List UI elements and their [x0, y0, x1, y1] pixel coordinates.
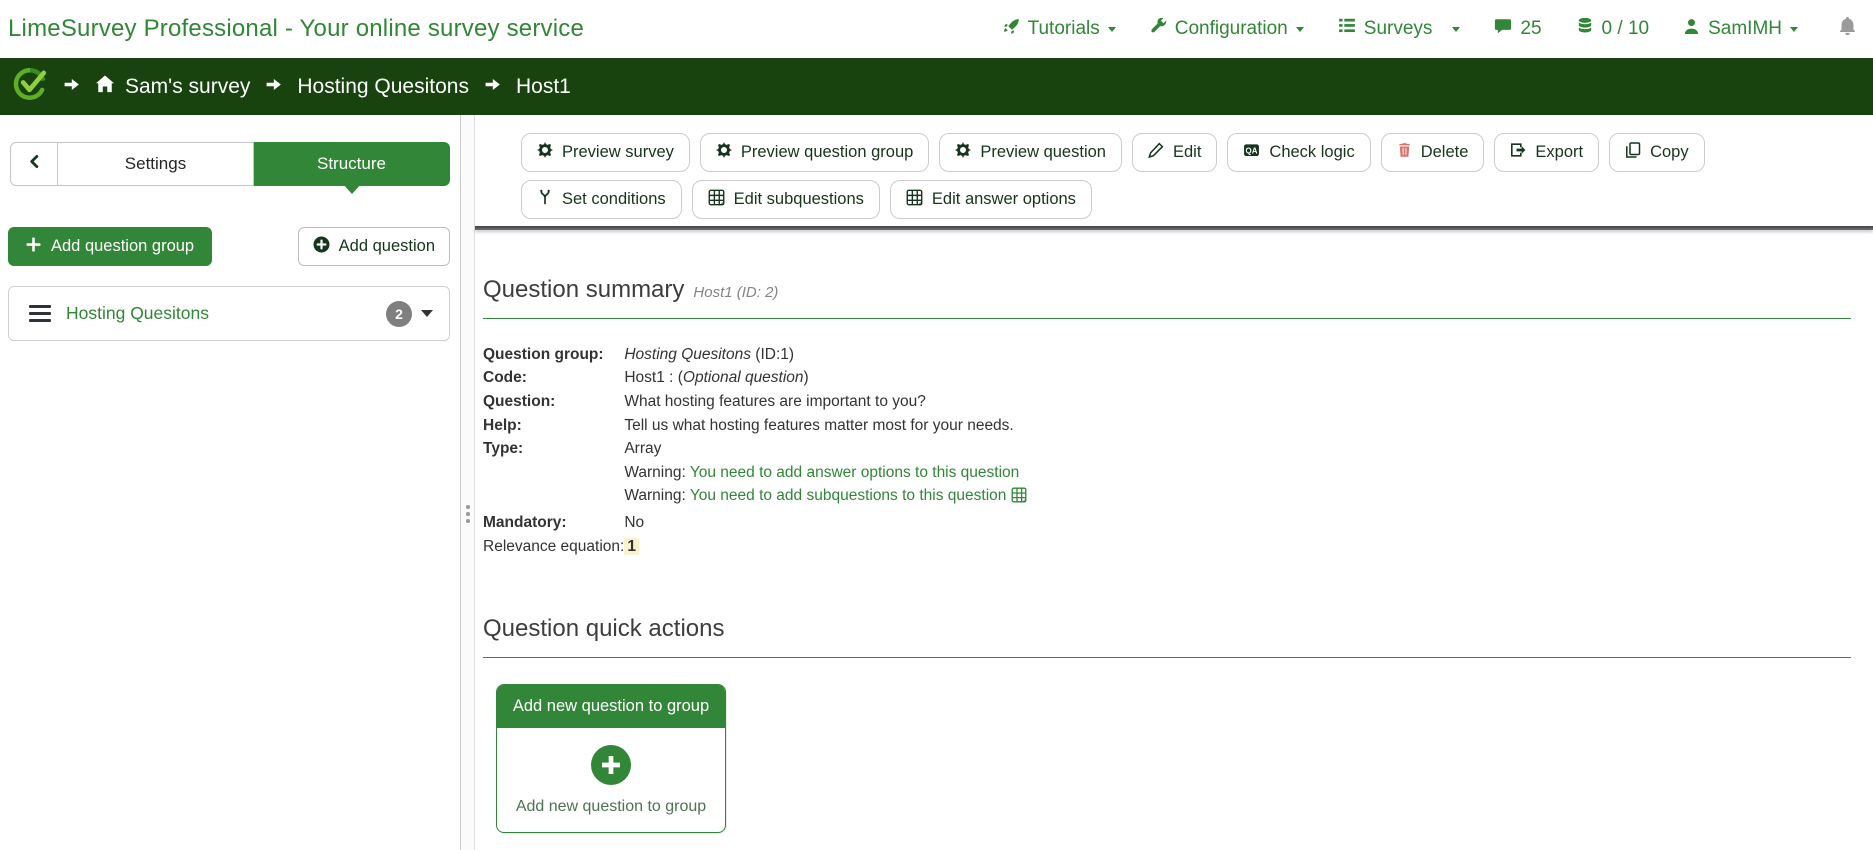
group-row-id: (ID:1) [750, 345, 795, 363]
chevron-down-icon[interactable] [421, 310, 433, 323]
active-tab-notch [343, 184, 361, 194]
section-divider [483, 318, 1851, 319]
mandatory-row-label: Mandatory: [483, 513, 567, 531]
summary-row-type [483, 437, 1027, 461]
preview-question-button[interactable] [939, 133, 1122, 172]
type-row-value: Array [624, 440, 662, 458]
set-conditions-label: Set conditions [562, 190, 666, 208]
content-top-divider [475, 226, 1873, 230]
summary-row-group [483, 343, 1027, 367]
summary-row-question [483, 390, 1027, 414]
code-row-optional: Optional question [682, 369, 804, 387]
trash-icon [1397, 142, 1412, 163]
top-navigation [1003, 17, 1857, 42]
section-divider [483, 657, 1851, 658]
app-title: LimeSurvey Professional - Your online survey service [8, 15, 585, 42]
chevron-down-icon [1108, 27, 1116, 36]
add-question-group-label: Add question group [51, 237, 195, 255]
preview-question-group-button[interactable] [700, 133, 929, 172]
summary-row-relevance [483, 535, 1027, 559]
question-row-label: Question: [483, 392, 556, 410]
nav-user-menu[interactable] [1683, 18, 1798, 41]
rocket-icon [1003, 18, 1020, 41]
copy-icon [1625, 142, 1641, 163]
edit-label: Edit [1172, 143, 1202, 161]
edit-subquestions-label: Edit subquestions [733, 190, 864, 208]
tab-settings-label: Settings [124, 154, 187, 173]
warning-add-answer-options-link[interactable]: You need to add answer options to this question [689, 463, 1020, 481]
preview-question-group-label: Preview question group [740, 143, 914, 161]
edit-answer-options-button[interactable] [890, 180, 1092, 219]
delete-label: Delete [1420, 143, 1469, 161]
pencil-icon [1148, 142, 1164, 163]
nav-quota[interactable] [1576, 17, 1650, 41]
main-area [0, 115, 1873, 850]
group-row-value: Hosting Quesitons [624, 345, 751, 363]
nav-messages-count: 25 [1520, 18, 1542, 39]
nav-username: SamIMH [1708, 18, 1782, 39]
question-row-value: What hosting features are important to you? [624, 392, 926, 410]
breadcrumb-question-label: Host1 [515, 74, 571, 98]
chevron-down-icon [1452, 27, 1460, 36]
add-question-label: Add question [338, 237, 435, 255]
breadcrumb-arrow-icon [265, 75, 282, 99]
table-grid-icon[interactable] [1011, 487, 1027, 509]
plus-circle-icon[interactable] [591, 745, 631, 785]
wrench-icon [1150, 18, 1167, 41]
edit-subquestions-button[interactable] [692, 180, 880, 219]
database-icon [1576, 17, 1594, 41]
collapse-sidebar-button[interactable] [10, 142, 58, 186]
warning-prefix: Warning: [624, 463, 690, 481]
bell-icon [1838, 17, 1857, 42]
toolbar-row-2 [521, 180, 1853, 219]
check-logic-button[interactable] [1227, 133, 1370, 172]
nav-surveys[interactable] [1338, 17, 1461, 41]
add-new-question-card-label: Add new question to group [515, 798, 707, 816]
add-question-button[interactable] [298, 227, 450, 266]
summary-row-warning-answers [483, 461, 1027, 485]
breadcrumb-group[interactable] [297, 75, 469, 99]
gear-icon [716, 142, 732, 163]
breadcrumb-survey-label: Sam's survey [125, 74, 251, 98]
group-row-label: Question group: [483, 345, 604, 363]
add-new-question-card-body[interactable] [497, 728, 725, 832]
question-summary-panel [475, 276, 1873, 833]
add-new-question-card-header[interactable]: Add new question to group [497, 685, 725, 728]
nav-tutorials-label: Tutorials [1027, 18, 1100, 39]
plus-icon [26, 237, 41, 257]
limesurvey-logo[interactable] [12, 66, 48, 108]
svg-text:QA: QA [1245, 146, 1258, 156]
summary-row-warning-subquestions [483, 485, 1027, 512]
summary-row-mandatory [483, 511, 1027, 535]
question-group-controls [386, 301, 433, 327]
question-group-item[interactable] [8, 286, 450, 341]
home-icon [95, 74, 115, 100]
nav-tutorials[interactable] [1003, 18, 1116, 41]
breadcrumb-survey[interactable] [95, 74, 250, 100]
quick-actions-title [483, 615, 1851, 643]
warning-add-subquestions-link[interactable]: You need to add subquestions to this question [689, 487, 1007, 505]
copy-label: Copy [1650, 143, 1689, 161]
gear-icon [955, 142, 971, 163]
table-grid-icon [708, 189, 725, 211]
export-button[interactable] [1494, 133, 1599, 172]
sidebar-resize-handle[interactable] [466, 505, 470, 509]
question-group-name: Hosting Quesitons [66, 303, 209, 323]
conditions-fork-icon [537, 189, 553, 210]
list-icon [1338, 17, 1356, 41]
nav-configuration-label: Configuration [1174, 18, 1288, 39]
question-summary-table [483, 343, 1027, 558]
sidebar [0, 115, 461, 850]
chevron-left-icon [27, 154, 42, 174]
tab-structure[interactable] [254, 142, 450, 186]
summary-row-code [483, 367, 1027, 391]
preview-survey-button[interactable] [521, 133, 690, 172]
tab-structure-label: Structure [317, 154, 386, 173]
table-grid-icon [906, 189, 923, 211]
gear-icon [537, 142, 553, 163]
relevance-equation-value: 1 [624, 538, 639, 555]
code-row-label: Code: [483, 369, 527, 387]
chat-icon [1494, 17, 1512, 41]
breadcrumb-arrow-icon [63, 75, 80, 99]
chevron-down-icon [1296, 27, 1304, 36]
tab-settings[interactable] [58, 142, 254, 186]
nav-configuration[interactable] [1150, 18, 1304, 41]
check-logic-icon [1243, 142, 1260, 164]
top-header [0, 0, 1873, 58]
sidebar-actions [8, 227, 450, 266]
export-label: Export [1535, 143, 1584, 161]
set-conditions-button[interactable] [521, 180, 682, 219]
delete-button[interactable] [1381, 133, 1485, 172]
breadcrumb-arrow-icon [484, 75, 501, 99]
question-toolbar [475, 115, 1873, 219]
sidebar-tabs [10, 142, 450, 186]
nav-messages[interactable] [1494, 17, 1541, 41]
export-icon [1510, 142, 1526, 163]
code-row-value: Host1 : ( [624, 369, 683, 387]
nav-quota-label: 0 / 10 [1601, 18, 1650, 39]
edit-answer-options-label: Edit answer options [931, 190, 1076, 208]
help-row-value: Tell us what hosting features matter most for your needs. [624, 416, 1014, 434]
chevron-down-icon [1790, 27, 1798, 36]
add-question-group-button[interactable] [8, 227, 212, 266]
nav-surveys-label: Surveys [1363, 18, 1433, 39]
plus-circle-icon [313, 236, 330, 258]
summary-row-help [483, 414, 1027, 438]
code-row-close: ) [803, 369, 809, 387]
user-icon [1683, 18, 1700, 41]
question-summary-subtitle: Host1 (ID: 2) [693, 284, 779, 301]
preview-survey-label: Preview survey [562, 143, 674, 161]
add-new-question-card[interactable] [496, 684, 726, 833]
type-row-label: Type: [483, 440, 524, 458]
notifications-button[interactable] [1838, 17, 1857, 42]
toolbar-row-1 [521, 133, 1853, 172]
breadcrumb-group-label: Hosting Quesitons [297, 74, 469, 98]
question-count-badge: 2 [386, 301, 412, 327]
check-logic-label: Check logic [1269, 143, 1355, 161]
copy-button[interactable] [1609, 133, 1705, 172]
mandatory-row-value: No [624, 513, 645, 531]
sidebar-scrollbar[interactable] [461, 115, 475, 850]
question-summary-title [483, 276, 1851, 304]
content-area [475, 115, 1873, 850]
warning-prefix: Warning: [624, 487, 690, 505]
drag-handle-icon[interactable] [29, 302, 51, 326]
breadcrumb [0, 58, 1873, 115]
quick-actions-title-text: Question quick actions [483, 615, 725, 643]
question-summary-title-text: Question summary [483, 276, 685, 303]
relevance-row-label: Relevance equation: [483, 537, 625, 555]
help-row-label: Help: [483, 416, 522, 434]
preview-question-label: Preview question [980, 143, 1106, 161]
edit-button[interactable] [1132, 133, 1217, 172]
breadcrumb-question [516, 75, 571, 99]
